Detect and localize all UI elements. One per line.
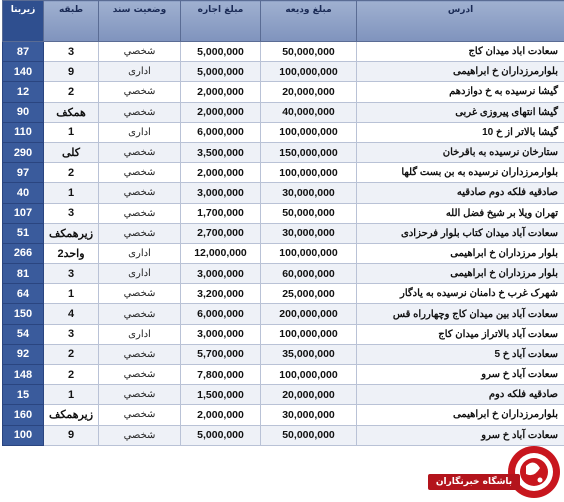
deposit-cell: 20,000,000 [261,385,357,405]
area-cell: 160 [3,405,44,425]
address-cell: سعادت آباد خ سرو [357,365,564,385]
status-cell: شخصي [99,102,181,122]
rent-cell: 5,000,000 [181,62,261,82]
rent-cell: 5,700,000 [181,344,261,364]
table-row [3,102,564,122]
rent-cell: 2,000,000 [181,82,261,102]
floor-cell: 9 [44,62,99,82]
status-cell: اداری [99,62,181,82]
rent-cell: 12,000,000 [181,243,261,263]
table-row [3,163,564,183]
rent-cell: 7,800,000 [181,365,261,385]
status-cell: شخصي [99,385,181,405]
table-row [3,365,564,385]
table-row [3,122,564,142]
table-body [3,42,564,446]
floor-cell: 1 [44,385,99,405]
deposit-cell: 100,000,000 [261,324,357,344]
address-cell: صادقیه فلکه دوم صادقیه [357,183,564,203]
deposit-cell: 25,000,000 [261,284,357,304]
area-cell: 148 [3,365,44,385]
rent-cell: 3,000,000 [181,324,261,344]
floor-cell: 3 [44,324,99,344]
table-row [3,62,564,82]
area-cell: 64 [3,284,44,304]
area-cell: 92 [3,344,44,364]
header-rent: مبلغ اجاره [181,1,261,42]
status-cell: شخصي [99,284,181,304]
deposit-cell: 30,000,000 [261,223,357,243]
area-cell: 266 [3,243,44,263]
table-row [3,264,564,284]
deposit-cell: 50,000,000 [261,425,357,445]
rent-cell: 5,000,000 [181,425,261,445]
area-cell: 110 [3,122,44,142]
address-cell: سعادت آباد میدان کتاب بلوار فرحزادی [357,223,564,243]
floor-cell: 3 [44,264,99,284]
listing-table-container [2,0,564,445]
header-status: وضعیت سند [99,1,181,42]
rent-cell: 3,200,000 [181,284,261,304]
rent-cell: 2,000,000 [181,405,261,425]
area-cell: 51 [3,223,44,243]
address-cell: بلوار مرزداران خ ابراهیمی [357,243,564,263]
address-cell: سعادت آباد خ سرو [357,425,564,445]
address-cell: سعادت آباد بین میدان کاج وچهارراه قس [357,304,564,324]
status-cell: شخصي [99,365,181,385]
status-cell: شخصي [99,223,181,243]
status-cell: اداری [99,243,181,263]
table-row [3,42,564,62]
deposit-cell: 50,000,000 [261,203,357,223]
area-cell: 290 [3,142,44,162]
area-cell: 87 [3,42,44,62]
status-cell: شخصي [99,82,181,102]
address-cell: سعادت آباد خ 5 [357,344,564,364]
area-cell: 140 [3,62,44,82]
deposit-cell: 100,000,000 [261,365,357,385]
area-cell: 150 [3,304,44,324]
area-cell: 107 [3,203,44,223]
area-cell: 97 [3,163,44,183]
deposit-cell: 30,000,000 [261,183,357,203]
address-cell: بلوار مرزداران خ ابراهیمی [357,264,564,284]
status-cell: شخصي [99,183,181,203]
listing-table [2,0,564,446]
news-agency-logo [422,442,562,500]
rent-cell: 2,000,000 [181,102,261,122]
table-row [3,203,564,223]
floor-cell: 2 [44,163,99,183]
rent-cell: 6,000,000 [181,304,261,324]
table-row [3,243,564,263]
area-cell: 15 [3,385,44,405]
status-cell: شخصي [99,304,181,324]
deposit-cell: 100,000,000 [261,122,357,142]
deposit-cell: 100,000,000 [261,62,357,82]
floor-cell: زیرهمکف [44,223,99,243]
rent-cell: 1,500,000 [181,385,261,405]
floor-cell: 9 [44,425,99,445]
rent-cell: 5,000,000 [181,42,261,62]
floor-cell: همکف [44,102,99,122]
status-cell: اداری [99,264,181,284]
rent-cell: 3,000,000 [181,183,261,203]
deposit-cell: 200,000,000 [261,304,357,324]
deposit-cell: 100,000,000 [261,243,357,263]
address-cell: تهران ویلا بر شیخ فضل الله [357,203,564,223]
address-cell: شهرک غرب خ دامنان نرسیده به یادگار [357,284,564,304]
area-cell: 12 [3,82,44,102]
address-cell: بلوارمرزداران خ ابراهیمی [357,405,564,425]
table-row [3,344,564,364]
address-cell: گیشا بالاتر از خ 10 [357,122,564,142]
yjc-logo-icon [422,442,562,500]
rent-cell: 6,000,000 [181,122,261,142]
address-cell: سعادت آباد بالاتراز میدان کاج [357,324,564,344]
header-floor: طبقه [44,1,99,42]
floor-cell: 1 [44,183,99,203]
table-row [3,324,564,344]
table-row [3,405,564,425]
table-row [3,142,564,162]
status-cell: شخصي [99,405,181,425]
floor-cell: 1 [44,284,99,304]
deposit-cell: 50,000,000 [261,42,357,62]
floor-cell: 1 [44,122,99,142]
address-cell: گیشا نرسیده به خ دوازدهم [357,82,564,102]
floor-cell: 2 [44,365,99,385]
status-cell: شخصي [99,425,181,445]
floor-cell: زیرهمکف [44,405,99,425]
deposit-cell: 20,000,000 [261,82,357,102]
deposit-cell: 40,000,000 [261,102,357,122]
rent-cell: 2,000,000 [181,163,261,183]
table-row [3,183,564,203]
rent-cell: 3,500,000 [181,142,261,162]
address-cell: صادقیه فلکه دوم [357,385,564,405]
status-cell: شخصي [99,203,181,223]
deposit-cell: 30,000,000 [261,405,357,425]
area-cell: 54 [3,324,44,344]
area-cell: 100 [3,425,44,445]
deposit-cell: 60,000,000 [261,264,357,284]
floor-cell: 3 [44,42,99,62]
area-cell: 90 [3,102,44,122]
table-row [3,82,564,102]
deposit-cell: 35,000,000 [261,344,357,364]
status-cell: شخصي [99,42,181,62]
address-cell: گیشا انتهای پیروزی غربی [357,102,564,122]
address-cell: سعادت اباد میدان کاج [357,42,564,62]
status-cell: اداری [99,324,181,344]
floor-cell: 2 [44,82,99,102]
table-row [3,223,564,243]
status-cell: اداری [99,122,181,142]
table-row [3,304,564,324]
floor-cell: 2 [44,344,99,364]
table-row [3,284,564,304]
area-cell: 81 [3,264,44,284]
header-area: زیربنا [3,1,44,42]
floor-cell: 4 [44,304,99,324]
logo-text: باشگاه خبرنگاران [428,474,520,490]
address-cell: بلوارمرزداران نرسیده به بن بست گلها [357,163,564,183]
deposit-cell: 150,000,000 [261,142,357,162]
rent-cell: 1,700,000 [181,203,261,223]
table-header-row [3,1,564,42]
floor-cell: 2واحد [44,243,99,263]
address-cell: بلوارمرزداران خ ابراهیمی [357,62,564,82]
area-cell: 40 [3,183,44,203]
address-cell: ستارخان نرسیده به باقرخان [357,142,564,162]
floor-cell: کلی [44,142,99,162]
floor-cell: 3 [44,203,99,223]
table-row [3,385,564,405]
header-address: ادرس [357,1,564,42]
rent-cell: 3,000,000 [181,264,261,284]
status-cell: شخصي [99,142,181,162]
status-cell: شخصي [99,163,181,183]
deposit-cell: 100,000,000 [261,163,357,183]
status-cell: شخصي [99,344,181,364]
rent-cell: 2,700,000 [181,223,261,243]
header-deposit: مبلغ ودیعه [261,1,357,42]
